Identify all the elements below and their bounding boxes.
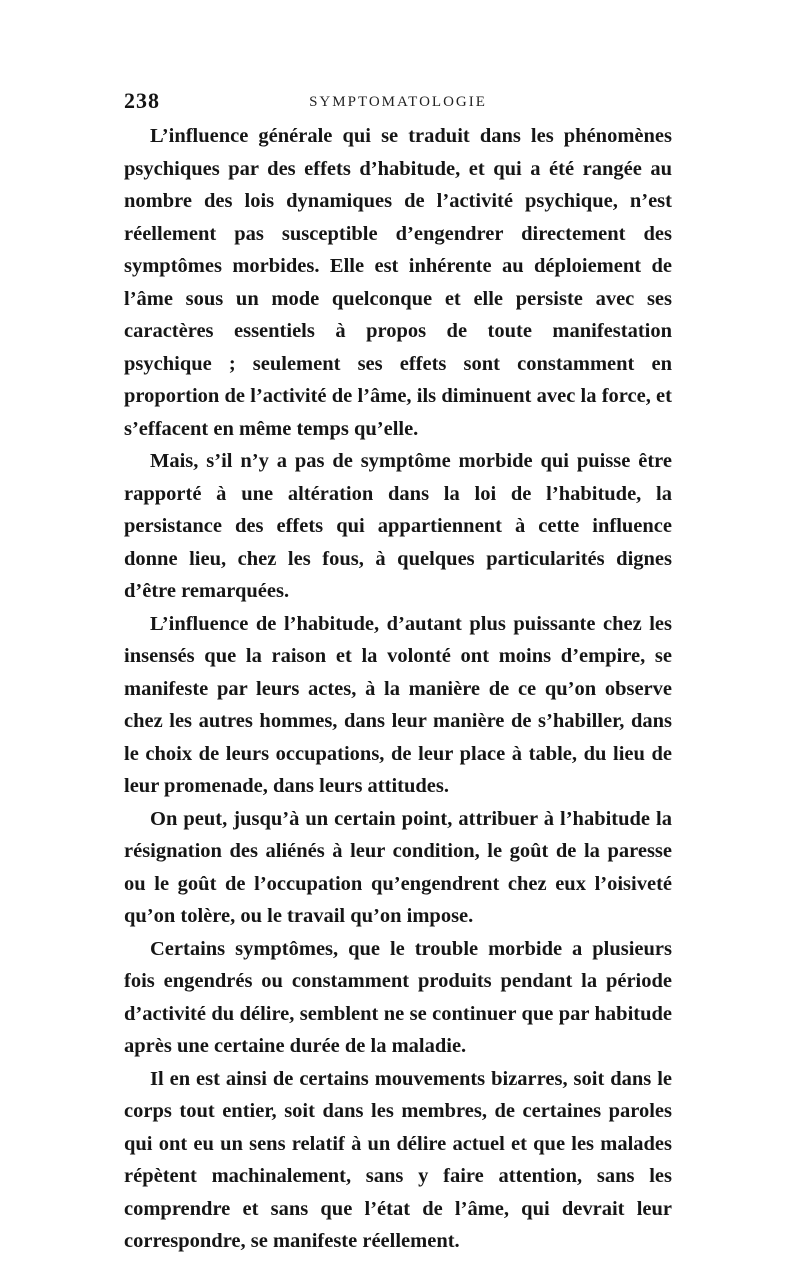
page-header: [124, 88, 672, 118]
paragraph: Certains symptômes, que le trouble morbide a plusieurs fois engendrés ou constamment produits pendant la période d’activité du délire, semblent ne se continuer que par habitude après une certaine durée de la maladie.: [124, 937, 672, 1057]
paragraph: Mais, s’il n’y a pas de symptôme morbide qui puisse être rapporté à une altération dans la loi de l’habitude, la persistance des effets qui appartiennent à cette influence donne lieu, chez les fous, à quelques particularités dignes d’être remarquées.: [124, 450, 672, 602]
paragraph: L’influence de l’habitude, d’autant plus puissante chez les insensés que la raison et la volonté ont moins d’empire, se manifeste par leurs actes, à la manière de ce qu’on observe chez les autres hommes, dans leur manière de s’habiller, dans le choix de leurs occupations, de leur place à table, du lieu de leur promenade, dans leurs attitudes.: [124, 612, 672, 797]
paragraph: L’influence générale qui se traduit dans les phénomènes psychiques par des effets d’habitude, et qui a été rangée au nombre des lois dynamiques de l’activité psychique, n’est réellement pas susceptible d’engendrer directement des symptômes morbides. Elle est inhérente au déploiement de l’âme sous un mode quelconque et elle persiste avec ses caractères essentiels à propos de toute manifestation psychique ; seulement ses effets sont constamment en proportion de l’activité de l’âme, ils diminuent avec la force, et s’effacent en même temps qu’elle.: [124, 125, 672, 440]
page-number: 238: [124, 88, 160, 113]
body-text: [124, 120, 672, 1258]
paragraph: Il en est ainsi de certains mouvements bizarres, soit dans le corps tout entier, soit dans les membres, de certaines paroles qui ont eu un sens relatif à un délire actuel et que les malades répètent machinalement, sans y faire attention, sans les comprendre et sans que l’état de l’âme, qui devrait leur correspondre, se manifeste réellement.: [124, 1067, 672, 1252]
paragraph: On peut, jusqu’à un certain point, attribuer à l’habitude la résignation des aliénés à leur condition, le goût de la paresse ou le goût de l’occupation qu’engendrent chez eux l’oisiveté qu’on tolère, ou le travail qu’on impose.: [124, 807, 672, 927]
running-title: SYMPTOMATOLOGIE: [309, 94, 487, 110]
